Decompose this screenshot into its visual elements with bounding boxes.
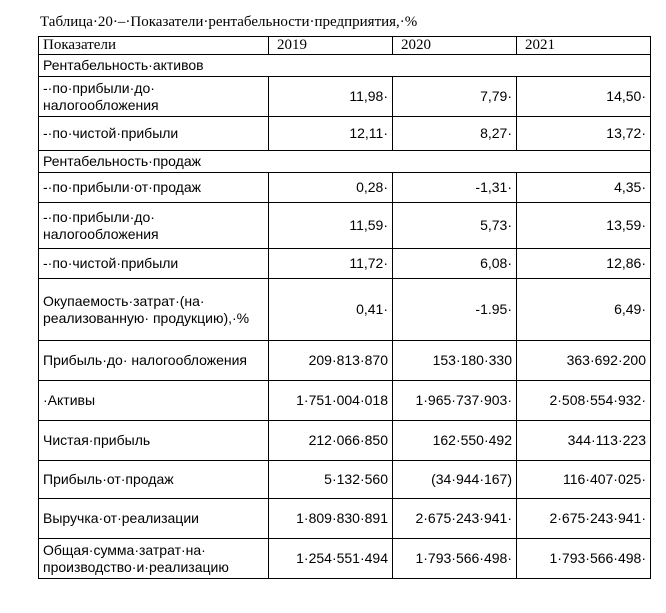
cell-2019: 209·813·870 [269,341,393,381]
cell-2019: 1·809·830·891 [269,499,393,539]
table-row [39,173,651,203]
section-row [39,151,651,173]
cell-2021: 14,50· [517,77,651,117]
table-caption: Таблица·20·–·Показатели·рентабельности·предприятия,·% [40,14,418,30]
cell-2021: 6,49· [517,279,651,341]
cell-2020: 8,27· [393,117,517,151]
table-row [39,203,651,249]
cell-2021: 13,59· [517,203,651,249]
cell-2019: 1·254·551·494 [269,539,393,579]
cell-2020: -1,31· [393,173,517,203]
cell-2019: 11,98· [269,77,393,117]
cell-2019: 12,11· [269,117,393,151]
row-label: Чистая·прибыль [39,421,269,461]
cell-2021: 13,72· [517,117,651,151]
section-title-assets: Рентабельность·активов [39,55,651,77]
cell-2021: 2·508·554·932· [517,381,651,421]
row-label: Общая·сумма·затрат·на· производство·и·реализацию [39,539,269,579]
cell-2019: 5·132·560 [269,461,393,499]
cell-2020: -1.95· [393,279,517,341]
table-row [39,117,651,151]
table-row [39,77,651,117]
cell-2020: 153·180·330 [393,341,517,381]
header-row [39,37,651,55]
profitability-table [38,36,651,579]
row-label: Прибыль·до· налогообложения [39,341,269,381]
table-row [39,539,651,579]
cell-2021: 1·793·566·498· [517,539,651,579]
cell-2019: 11,72· [269,249,393,279]
row-label: -·по·прибыли·до· налогообложения [39,77,269,117]
cell-2019: 0,41· [269,279,393,341]
row-label: ·Активы [39,381,269,421]
table-row [39,249,651,279]
cell-2020: (34·944·167) [393,461,517,499]
cell-2021: 344·113·223 [517,421,651,461]
cell-2021: 12,86· [517,249,651,279]
header-label: Показатели [39,37,269,55]
cell-2019: 0,28· [269,173,393,203]
cell-2021: 2·675·243·941· [517,499,651,539]
row-label: -·по·прибыли·до· налогообложения [39,203,269,249]
section-row [39,55,651,77]
cell-2021: 116·407·025· [517,461,651,499]
cell-2020: 2·675·243·941· [393,499,517,539]
row-label: Прибыль·от·продаж [39,461,269,499]
table-row [39,499,651,539]
table-row [39,341,651,381]
table-row [39,279,651,341]
cell-2020: 6,08· [393,249,517,279]
cell-2020: 162·550·492 [393,421,517,461]
cell-2021: 4,35· [517,173,651,203]
section-title-sales: Рентабельность·продаж [39,151,651,173]
cell-2020: 1·965·737·903· [393,381,517,421]
table-row [39,381,651,421]
cell-2020: 1·793·566·498· [393,539,517,579]
row-label: -·по·чистой·прибыли [39,117,269,151]
cell-2020: 5,73· [393,203,517,249]
cell-2019: 1·751·004·018 [269,381,393,421]
header-year-2019: 2019 [269,37,393,55]
header-year-2020: 2020 [393,37,517,55]
row-label: -·по·прибыли·от·продаж [39,173,269,203]
table-row [39,421,651,461]
table-row [39,461,651,499]
cell-2020: 7,79· [393,77,517,117]
cell-2019: 212·066·850 [269,421,393,461]
row-label: Выручка·от·реализации [39,499,269,539]
header-year-2021: 2021 [517,37,651,55]
row-label: Окупаемость·затрат·(на· реализованную· продукцию),·% [39,279,269,341]
cell-2021: 363·692·200 [517,341,651,381]
cell-2019: 11,59· [269,203,393,249]
row-label: -·по·чистой·прибыли [39,249,269,279]
